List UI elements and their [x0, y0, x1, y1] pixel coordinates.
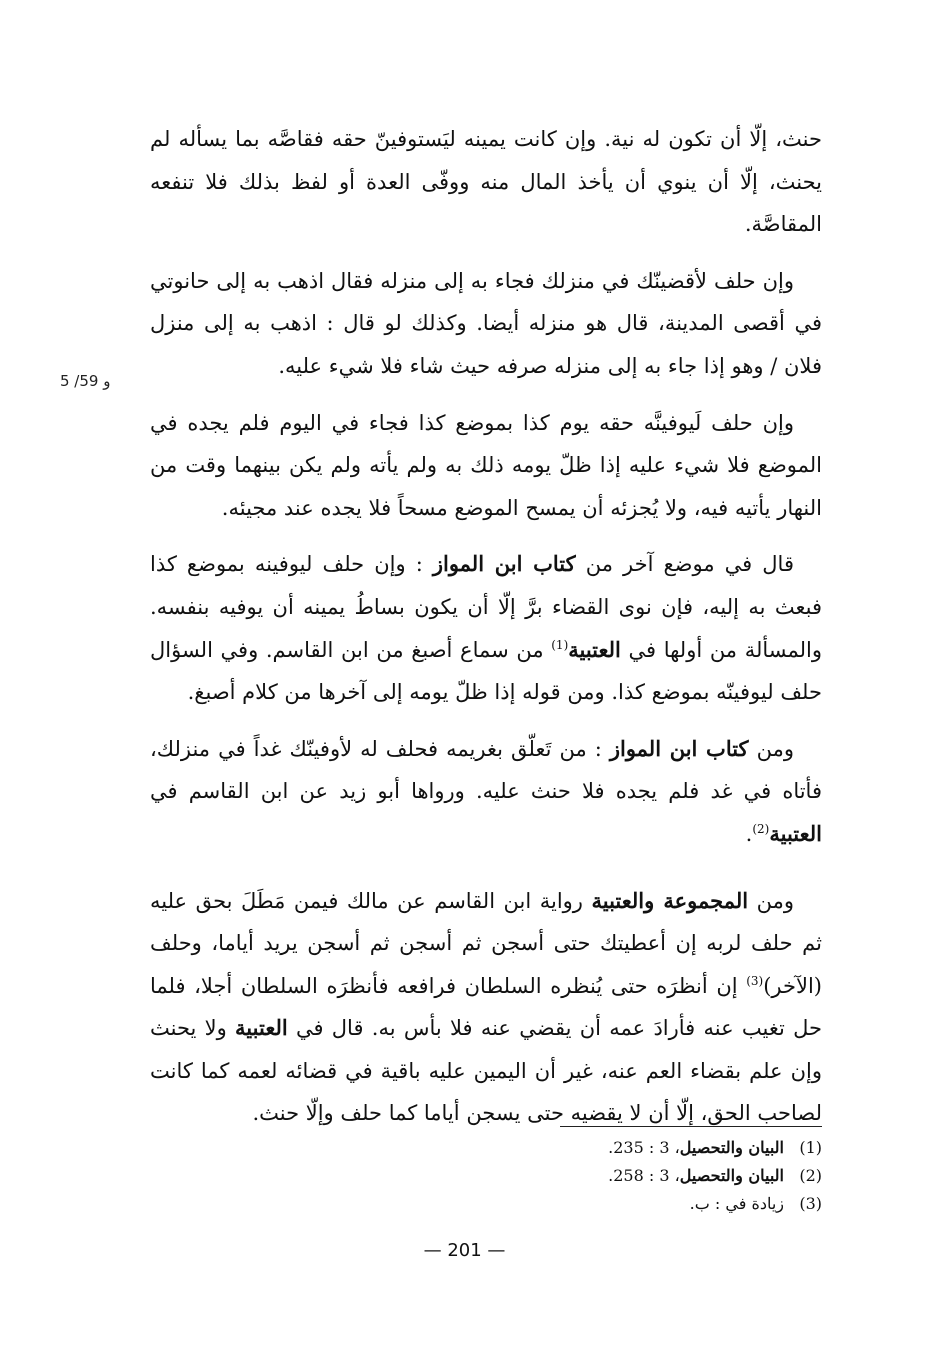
paragraph-text: . [745, 821, 753, 846]
footnote-2 [480, 1162, 822, 1190]
footnote-detail: زيادة في : ب. [689, 1194, 784, 1213]
paragraph-4 [150, 543, 822, 713]
source-title: العتبية [235, 1015, 288, 1041]
paragraph-text: ومن [748, 736, 794, 761]
main-text [150, 118, 822, 1135]
paragraph-text: ولا يحنث وإن علم بقضاء العم عنه، غير أن اليمين عليه باقية في قضائه لعمه كما كانت لصاحب الحق، إلّا أن لا يقضيه حتى يسجن أياما كما حلف وإلّا حنث. [150, 1016, 822, 1126]
source-title: العتبية [568, 636, 621, 662]
footnote-marker[interactable]: (2) [752, 821, 770, 836]
paragraph-text: ومن [748, 888, 794, 913]
source-title: كتاب ابن المواز [609, 735, 749, 761]
margin-folio-note: 5 /59 و [60, 372, 111, 390]
footnote-divider [560, 1126, 822, 1127]
paragraph-text: رواية ابن القاسم عن مالك فيمن مَطَلَ بحق عليه ثم حلف لربه إن أعطيتك حتى أسجن ثم أسجن ثم أسجن يريد أياما، وحلف (الآخر) [150, 888, 822, 998]
footnote-number: (1) [799, 1138, 822, 1157]
paragraph-text: حنث، إلّا أن تكون له نية. وإن كانت يمينه ليَستوفينّ حقه فقاصَّه بما يسأله لم يحنث، إلّا أن ينوي أن يأخذ المال منه ووفّى العدة أو لفظ بذلك فلا تنفعه المقاصَّة. [150, 127, 822, 237]
footnote-1 [480, 1134, 822, 1162]
footnote-marker[interactable]: (3) [746, 973, 764, 988]
paragraph-2 [150, 260, 822, 388]
footnote-number: (2) [799, 1166, 822, 1185]
paragraph-6 [150, 880, 822, 1136]
source-title: المجموعة والعتبية [591, 887, 749, 913]
source-title: العتبية [769, 820, 822, 846]
paragraph-text: من سماع أصبغ من ابن القاسم. وفي السؤال حلف ليوفينّه بموضع كذا. ومن قوله إذا ظلّ يومه إلى آخرها من كلام أصبغ. [150, 637, 822, 705]
footnote-detail: ، 3 : 258. [608, 1166, 680, 1185]
paragraph-text: وإن حلف لأقضينّك في منزلك فجاء به إلى منزله فقال اذهب به إلى حانوتي في أقصى المدينة، قال هو منزله أيضا. وكذلك لو قال : اذهب به إلى منزل فلان / وهو إذا جاء به إلى منزله صرفه حيث شاء فلا شيء عليه. [150, 268, 822, 378]
paragraph-5 [150, 728, 822, 856]
footnote-3 [480, 1190, 822, 1218]
paragraph-text: قال في موضع آخر من [575, 552, 794, 577]
footnote-reference: البيان والتحصيل [679, 1166, 784, 1185]
footnote-marker[interactable]: (1) [551, 637, 569, 652]
footnote-detail: ، 3 : 235. [608, 1138, 680, 1157]
source-title: كتاب ابن المواز [432, 551, 576, 577]
footnotes [480, 1134, 822, 1218]
paragraph-text: : وإن حلف ليوفينه بموضع كذا فبعث به إليه، فإن نوى القضاء برَّ إلّا أن يكون بساطُ يمينه أن يوفيه بنفسه. والمسألة من أولها في [150, 552, 822, 662]
paragraph-text: وإن حلف لَيوفينَّه حقه يوم كذا بموضع كذا فجاء في اليوم فلم يجده في الموضع فلا شيء عليه إذا ظلّ يومه ذلك به ولم يأته ولم يكن بينهما وقت من النهار يأتيه فيه، ولا يُجزئه أن يمسح الموضع مسحاً فلا يجده عند مجيئه. [150, 410, 822, 520]
footnote-reference: البيان والتحصيل [679, 1138, 784, 1157]
page-number: — 201 — [423, 1240, 506, 1261]
paragraph-3 [150, 402, 822, 530]
footnote-number: (3) [799, 1194, 822, 1213]
paragraph-text: : من تَعلّق بغريمه فحلف له لأوفينّك غداً في منزلك، فأتاه في غد فلم يجده فلا حنث عليه. ورواها أبو زيد عن ابن القاسم في [150, 736, 822, 804]
paragraph-text: إن أنظرَه حتى يُنظره السلطان فرافعه فأنظرَه السلطان أجلا، فلما حل تغيب عنه فأرادَ عمه أن يقضي عنه فلا بأس به. قال في [150, 973, 822, 1041]
paragraph-1 [150, 118, 822, 246]
